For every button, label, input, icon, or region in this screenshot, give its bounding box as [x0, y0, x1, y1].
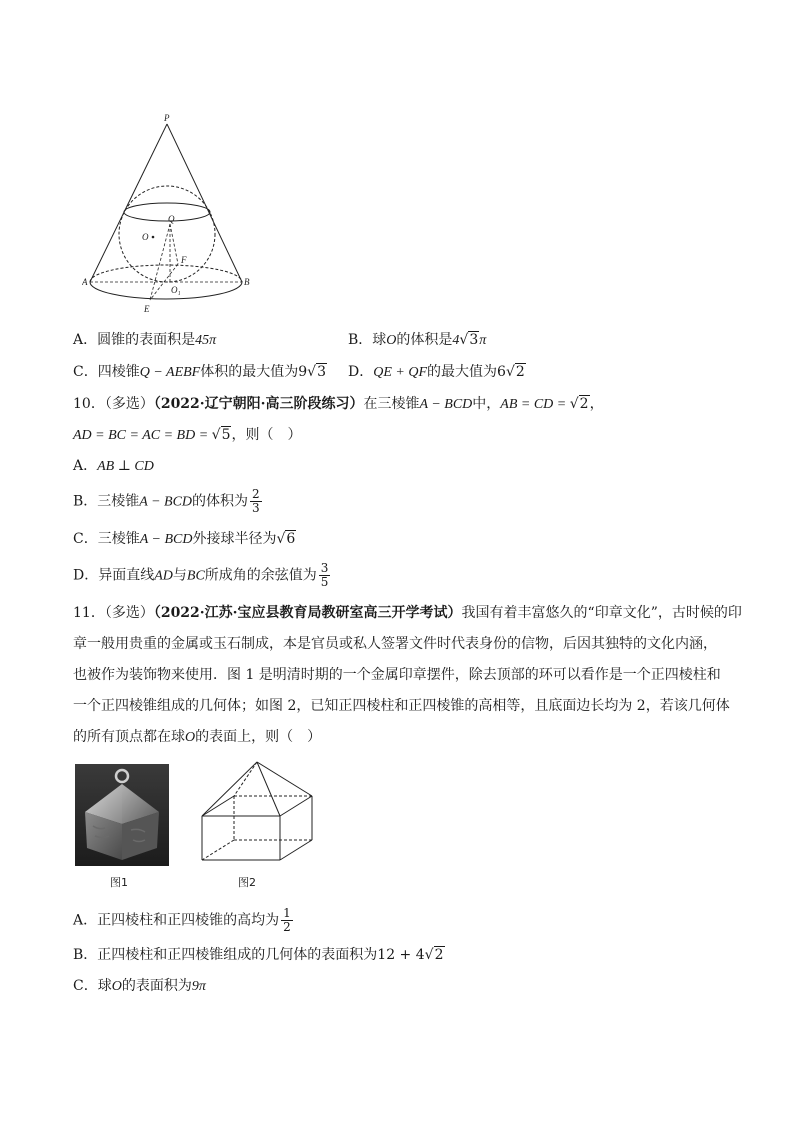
- q10-stem-line1: 10．（多选）（2022·辽宁朝阳·高三阶段练习）在三棱锥A − BCD中，AB = CD = √2，: [73, 396, 604, 412]
- q11-stem-line1: 11．（多选）（2022·江苏·宝应县教育局教研室高三开学考试）我国有着丰富悠久的“印章文化”，古时候的印: [73, 605, 742, 621]
- seal-photo: [75, 764, 169, 866]
- prism-pyramid-figure: [196, 760, 318, 868]
- fig1-caption: 图1: [110, 876, 128, 889]
- q9-option-c: C．四棱锥Q − AEBF体积的最大值为9√3: [73, 364, 326, 380]
- q11-stem-line5: 的所有顶点都在球O的表面上，则（ ）: [73, 729, 322, 745]
- q11-option-b: B．正四棱柱和正四棱锥组成的几何体的表面积为12 + 4√2: [73, 947, 444, 963]
- q10-stem-line2: AD = BC = AC = BD = √5，则（ ）: [73, 427, 302, 443]
- cone-sphere-figure: [82, 112, 262, 318]
- q9-option-d: D．QE + QF的最大值为6√2: [348, 364, 525, 380]
- q10-option-d: D．异面直线AD与BC所成角的余弦值为 $\frac{3}{5}$: [73, 561, 329, 589]
- label-e: E: [144, 304, 150, 314]
- q11-stem-line4: 一个正四棱锥组成的几何体；如图 2，已知正四棱柱和正四棱锥的高相等，且底面边长均为 2，若该几何体: [73, 698, 730, 714]
- label-b: B: [244, 277, 250, 287]
- label-p: P: [164, 113, 170, 123]
- q10-option-b: B．三棱锥A − BCD的体积为 $\frac{2}{3}$: [73, 487, 260, 515]
- label-o1: O₁: [171, 285, 181, 295]
- fig2-caption: 图2: [238, 876, 256, 889]
- q10-option-a: A．AB ⊥ CD: [73, 458, 154, 474]
- q11-option-c: C．球O的表面积为9π: [73, 978, 206, 994]
- q9-option-a: A．圆锥的表面积是45π: [73, 332, 217, 348]
- q11-option-a: A．正四棱柱和正四棱锥的高均为 $\frac{1}{2}$: [73, 906, 291, 934]
- label-o: O: [142, 232, 149, 242]
- q9-option-b: B．球O的体积是4√3π: [348, 332, 487, 348]
- q10-option-c: C．三棱锥A − BCD外接球半径为√6: [73, 531, 296, 547]
- q11-stem-line3: 也被作为装饰物来使用．图 1 是明清时期的一个金属印章摆件，除去顶部的环可以看作是一个正四棱柱和: [73, 667, 721, 683]
- q11-stem-line2: 章一般用贵重的金属或玉石制成，本是官员或私人签署文件时代表身份的信物，后因其独特的文化内涵，: [73, 636, 717, 652]
- label-f: F: [181, 255, 187, 265]
- label-q: Q: [168, 214, 175, 224]
- label-a: A: [82, 277, 88, 287]
